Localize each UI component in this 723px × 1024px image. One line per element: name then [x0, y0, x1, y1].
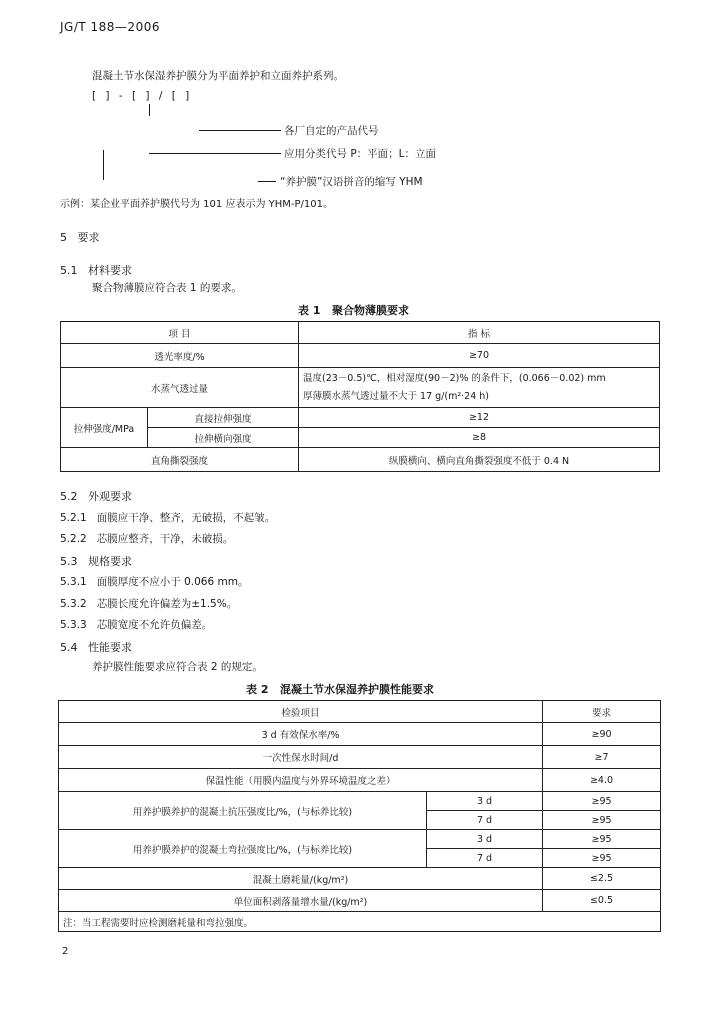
table-2-compressive-3d-value: ≥95 [543, 792, 661, 811]
section-5-2-2 [60, 531, 233, 546]
table-2-scaling-label: 单位面积剥落量增水量/(kg/m²) [59, 890, 543, 912]
clause-text: 芯膜长度允许偏差为±1.5%。 [96, 598, 238, 610]
section-5-1-text: 聚合物薄膜应符合表 1 的要求。 [92, 282, 242, 294]
table-1-tear-label: 直角撕裂强度 [61, 448, 299, 472]
section-number: 5.4 [60, 641, 78, 654]
section-5-2-1 [60, 510, 275, 525]
clause-text: 芯膜应整齐，干净，未破损。 [96, 533, 234, 545]
table-2-compressive-label: 用养护膜养护的混凝土抗压强度比/%，(与标养比较) [59, 792, 427, 830]
table-row [59, 723, 661, 746]
table-row [61, 322, 660, 344]
table-2-note: 注：当工程需要时应检测磨耗量和弯拉强度。 [59, 912, 661, 932]
table-2-header-item: 检验项目 [59, 701, 543, 723]
section-5-3-2 [60, 596, 237, 611]
table-row [59, 701, 661, 723]
section-number: 5 [60, 231, 67, 244]
table-2-flexural-label: 用养护膜养护的混凝土弯拉强度比/%，(与标养比较) [59, 830, 427, 868]
table-1-transmittance-label: 透光率度/% [61, 344, 299, 368]
table-1-vapor-value-line-1: 温度(23－0.5)℃，相对湿度(90－2)% 的条件下，(0.066－0.02) mm [303, 372, 606, 384]
table-1-header-index: 指 标 [299, 322, 660, 344]
table-2-flexural-7d-value: ≥95 [543, 849, 661, 868]
section-5-3-heading [60, 553, 132, 569]
section-number: 5.2 [60, 490, 78, 503]
table-row [59, 830, 661, 849]
leader-line-factory [199, 130, 281, 131]
table-1-transmittance-value: ≥70 [299, 344, 660, 368]
section-5-3-3 [60, 617, 212, 632]
table-row [59, 912, 661, 932]
section-5-1-heading [60, 262, 132, 278]
label-yhm-code: “养护膜”汉语拼音的缩写 YHM [280, 176, 423, 188]
section-number: 5.1 [60, 264, 78, 277]
table-1-number: 表 1 [298, 304, 321, 317]
section-5-heading [60, 229, 100, 245]
table-2-insulation-label: 保温性能（用膜内温度与外界环境温度之差） [59, 769, 543, 792]
label-factory-code: 各厂自定的产品代号 [284, 125, 379, 137]
table-2-title: 混凝土节水保湿养护膜性能要求 [279, 683, 434, 696]
leader-line-application [149, 153, 281, 154]
section-5-4-text: 养护膜性能要求应符合表 2 的规定。 [92, 661, 263, 673]
section-5-2-heading [60, 488, 132, 504]
section-5-3-1 [60, 574, 248, 589]
standard-code-header: JG/T 188—2006 [60, 20, 160, 34]
table-2-period-value: ≥7 [543, 746, 661, 769]
section-5-4-heading [60, 639, 132, 655]
classification-intro: 混凝土节水保湿养护膜分为平面养护和立面养护系列。 [92, 70, 344, 82]
table-2-insulation-value: ≥4.0 [543, 769, 661, 792]
table-row [59, 792, 661, 811]
clause-text: 面膜厚度不应小于 0.066 mm。 [96, 576, 249, 588]
table-1-tensile-trans-label: 拉伸横向强度 [148, 428, 299, 448]
table-2-flexural-3d-value: ≥95 [543, 830, 661, 849]
table-2-abrasion-value: ≤2.5 [543, 868, 661, 890]
section-title: 外观要求 [88, 490, 132, 503]
table-2-abrasion-label: 混凝土磨耗量/(kg/m²) [59, 868, 543, 890]
clause-number: 5.2.1 [60, 512, 87, 524]
table-1-vapor-value [299, 368, 660, 408]
table-2-header-requirement: 要求 [543, 701, 661, 723]
table-2-performance-requirements [58, 700, 661, 932]
clause-number: 5.3.2 [60, 598, 87, 610]
clause-text: 面膜应干净、整齐，无破损，不起皱。 [96, 512, 276, 524]
leader-line-yhm [258, 181, 276, 182]
table-2-compressive-7d: 7 d [427, 811, 543, 830]
label-application-code: 应用分类代号 P：平面；L：立面 [284, 148, 437, 160]
table-row [61, 344, 660, 368]
section-title: 规格要求 [88, 555, 132, 568]
section-number: 5.3 [60, 555, 78, 568]
table-1-vapor-label: 水蒸气透过量 [61, 368, 299, 408]
table-row [59, 769, 661, 792]
table-2-scaling-value: ≤0.5 [543, 890, 661, 912]
table-1-tensile-long-value: ≥12 [299, 408, 660, 428]
table-row [61, 448, 660, 472]
table-row [59, 868, 661, 890]
bracket-line-yhm [103, 150, 104, 180]
table-1-header-item: 项 目 [61, 322, 299, 344]
table-1-vapor-value-line-2: 厚薄膜水蒸气透过量不大于 17 g/(m²·24 h) [303, 390, 489, 402]
table-1-title: 聚合物薄膜要求 [331, 304, 409, 317]
section-title: 要求 [77, 231, 100, 244]
table-row [61, 368, 660, 408]
page-number: 2 [62, 946, 69, 957]
table-row [59, 746, 661, 769]
table-2-compressive-7d-value: ≥95 [543, 811, 661, 830]
section-title: 性能要求 [88, 641, 132, 654]
table-2-caption [246, 681, 434, 697]
table-2-flexural-3d: 3 d [427, 830, 543, 849]
table-2-number: 表 2 [246, 683, 269, 696]
clause-number: 5.3.1 [60, 576, 87, 588]
clause-number: 5.3.3 [60, 619, 87, 631]
table-1-polymer-film-requirements [60, 321, 660, 472]
bracket-line-factory [149, 104, 150, 116]
table-1-tear-value: 纵膜横向、横向直角撕裂强度不低于 0.4 N [299, 448, 660, 472]
table-row [61, 408, 660, 428]
table-1-caption [298, 302, 409, 318]
table-2-flexural-7d: 7 d [427, 849, 543, 868]
marking-format: [ ] - [ ] / [ ] [92, 90, 193, 102]
table-1-tensile-long-label: 直接拉伸强度 [148, 408, 299, 428]
table-row [59, 890, 661, 912]
table-1-tensile-trans-value: ≥8 [299, 428, 660, 448]
table-2-period-label: 一次性保水时间/d [59, 746, 543, 769]
table-row [61, 428, 660, 448]
clause-number: 5.2.2 [60, 533, 87, 545]
clause-text: 芯膜宽度不允许负偏差。 [96, 619, 213, 631]
table-2-retention-label: 3 d 有效保水率/% [59, 723, 543, 746]
table-2-compressive-3d: 3 d [427, 792, 543, 811]
classification-example: 示例：某企业平面养护膜代号为 101 应表示为 YHM-P/101。 [60, 199, 333, 210]
table-1-tensile-group-label: 拉伸强度/MPa [61, 408, 148, 448]
section-title: 材料要求 [88, 264, 132, 277]
table-2-retention-value: ≥90 [543, 723, 661, 746]
